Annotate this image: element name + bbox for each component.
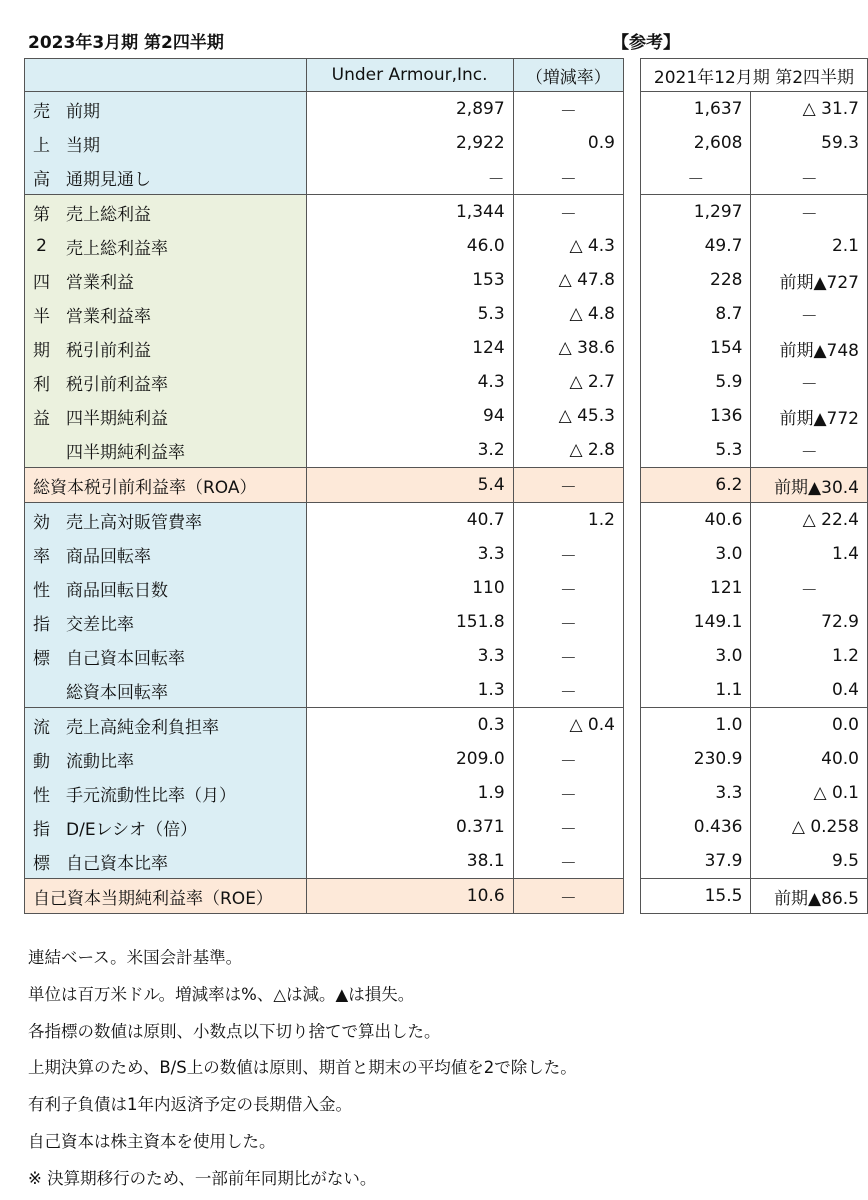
row-label: 税引前利益 bbox=[58, 331, 306, 365]
row-label: 自己資本当期純利益率（ROE） bbox=[25, 879, 307, 914]
table-row bbox=[25, 195, 868, 230]
ref-change: 前期▲727 bbox=[751, 263, 868, 297]
change-value: △ 38.6 bbox=[513, 331, 623, 365]
header-row bbox=[25, 59, 868, 92]
side-label: 第 bbox=[25, 195, 59, 230]
row-label: 商品回転日数 bbox=[58, 571, 306, 605]
note-line: ※ 決算期移行のため、一部前年同期比がない。 bbox=[28, 1168, 377, 1188]
ref-change: 前期▲748 bbox=[751, 331, 868, 365]
ref-value: 149.1 bbox=[640, 605, 750, 639]
side-label: 2 bbox=[25, 229, 59, 263]
ref-value: 1,297 bbox=[640, 195, 750, 230]
side-label: 指 bbox=[25, 605, 59, 639]
row-label: 当期 bbox=[58, 126, 306, 160]
change-value: △ 47.8 bbox=[513, 263, 623, 297]
ref-value: 3.3 bbox=[640, 776, 750, 810]
ref-change: － bbox=[751, 571, 868, 605]
note-line: 連結ベース。米国会計基準。 bbox=[28, 948, 243, 967]
company-value: 153 bbox=[306, 263, 513, 297]
company-value: 38.1 bbox=[306, 844, 513, 879]
ref-value: 230.9 bbox=[640, 742, 750, 776]
ref-value: 0.436 bbox=[640, 810, 750, 844]
table-row bbox=[25, 844, 868, 879]
side-label: 標 bbox=[25, 844, 59, 879]
ref-value: 3.0 bbox=[640, 639, 750, 673]
company-value: 10.6 bbox=[306, 879, 513, 914]
company-value: 151.8 bbox=[306, 605, 513, 639]
side-label: 性 bbox=[25, 571, 59, 605]
ref-value: 5.9 bbox=[640, 365, 750, 399]
ref-value: － bbox=[640, 160, 750, 195]
change-value: － bbox=[513, 639, 623, 673]
ref-change: － bbox=[751, 433, 868, 468]
table-row bbox=[25, 331, 868, 365]
side-label: 上 bbox=[25, 126, 59, 160]
ref-change: △ 0.258 bbox=[751, 810, 868, 844]
table-row bbox=[25, 126, 868, 160]
ref-change: △ 22.4 bbox=[751, 503, 868, 538]
ref-value: 121 bbox=[640, 571, 750, 605]
row-label: 前期 bbox=[58, 92, 306, 127]
table-row bbox=[25, 160, 868, 195]
ref-change: 前期▲772 bbox=[751, 399, 868, 433]
ref-value: 1.1 bbox=[640, 673, 750, 708]
company-value: 124 bbox=[306, 331, 513, 365]
ref-value: 49.7 bbox=[640, 229, 750, 263]
change-value: － bbox=[513, 810, 623, 844]
side-label: 率 bbox=[25, 537, 59, 571]
note-line: 単位は百万米ドル。増減率は%、△は減。▲は損失。 bbox=[28, 984, 415, 1004]
ref-value: 5.3 bbox=[640, 433, 750, 468]
ref-value: 154 bbox=[640, 331, 750, 365]
company-value: 1,344 bbox=[306, 195, 513, 230]
side-label: 四 bbox=[25, 263, 59, 297]
note-line: 有利子負債は1年内返済予定の長期借入金。 bbox=[28, 1095, 352, 1115]
table-row bbox=[25, 673, 868, 708]
row-label: 売上総利益 bbox=[58, 195, 306, 230]
company-value: 2,922 bbox=[306, 126, 513, 160]
change-value: 1.2 bbox=[513, 503, 623, 538]
ref-change: 2.1 bbox=[751, 229, 868, 263]
side-label: 標 bbox=[25, 639, 59, 673]
note-line: 上期決算のため、B/S上の数値は原則、期首と期末の平均値を2で除した。 bbox=[28, 1058, 577, 1078]
company-value: 4.3 bbox=[306, 365, 513, 399]
row-label: 税引前利益率 bbox=[58, 365, 306, 399]
ref-change: △ 0.1 bbox=[751, 776, 868, 810]
row-label: 流動比率 bbox=[58, 742, 306, 776]
ref-change: 1.2 bbox=[751, 639, 868, 673]
change-value: － bbox=[513, 605, 623, 639]
ref-value: 136 bbox=[640, 399, 750, 433]
row-label: 営業利益 bbox=[58, 263, 306, 297]
change-value: － bbox=[513, 92, 623, 127]
ref-value: 15.5 bbox=[640, 879, 750, 914]
table-row bbox=[25, 297, 868, 331]
ref-value: 8.7 bbox=[640, 297, 750, 331]
table-row bbox=[25, 468, 868, 503]
row-label: 売上高純金利負担率 bbox=[58, 708, 306, 743]
table-row bbox=[25, 399, 868, 433]
row-label: 手元流動性比率（月） bbox=[58, 776, 306, 810]
side-label: 利 bbox=[25, 365, 59, 399]
table-row bbox=[25, 263, 868, 297]
header-change: （増減率） bbox=[513, 59, 623, 92]
side-label: 効 bbox=[25, 503, 59, 538]
header-ref-period: 2021年12月期 第2四半期 bbox=[640, 59, 867, 92]
change-value: △ 45.3 bbox=[513, 399, 623, 433]
side-label: 高 bbox=[25, 160, 59, 195]
notes bbox=[28, 940, 577, 1198]
table-row bbox=[25, 503, 868, 538]
side-label: 売 bbox=[25, 92, 59, 127]
note-line: 自己資本は株主資本を使用した。 bbox=[28, 1131, 276, 1151]
ref-change: － bbox=[751, 365, 868, 399]
row-label: 商品回転率 bbox=[58, 537, 306, 571]
ref-value: 6.2 bbox=[640, 468, 750, 503]
row-label: 総資本税引前利益率（ROA） bbox=[25, 468, 307, 503]
company-value: 1.9 bbox=[306, 776, 513, 810]
ref-change: 72.9 bbox=[751, 605, 868, 639]
company-value: 3.2 bbox=[306, 433, 513, 468]
company-value: 0.371 bbox=[306, 810, 513, 844]
side-label bbox=[25, 433, 59, 468]
ref-value: 3.0 bbox=[640, 537, 750, 571]
side-label bbox=[25, 673, 59, 708]
ref-change: 0.0 bbox=[751, 708, 868, 743]
company-value: 5.4 bbox=[306, 468, 513, 503]
row-label: 交差比率 bbox=[58, 605, 306, 639]
change-value: － bbox=[513, 537, 623, 571]
company-value: － bbox=[306, 160, 513, 195]
change-value: － bbox=[513, 673, 623, 708]
change-value: － bbox=[513, 571, 623, 605]
change-value: － bbox=[513, 844, 623, 879]
header-blank bbox=[25, 59, 307, 92]
row-label: 通期見通し bbox=[58, 160, 306, 195]
ref-value: 1.0 bbox=[640, 708, 750, 743]
company-value: 40.7 bbox=[306, 503, 513, 538]
ref-change: 59.3 bbox=[751, 126, 868, 160]
table-row bbox=[25, 571, 868, 605]
table-row bbox=[25, 776, 868, 810]
table-row bbox=[25, 742, 868, 776]
row-label: 自己資本回転率 bbox=[58, 639, 306, 673]
ref-value: 228 bbox=[640, 263, 750, 297]
company-value: 2,897 bbox=[306, 92, 513, 127]
company-value: 0.3 bbox=[306, 708, 513, 743]
reference-title: 【参考】 bbox=[612, 33, 680, 53]
header-company: Under Armour,Inc. bbox=[306, 59, 513, 92]
company-value: 46.0 bbox=[306, 229, 513, 263]
change-value: △ 4.3 bbox=[513, 229, 623, 263]
ref-value: 37.9 bbox=[640, 844, 750, 879]
change-value: － bbox=[513, 160, 623, 195]
ref-change: － bbox=[751, 160, 868, 195]
company-value: 3.3 bbox=[306, 639, 513, 673]
company-value: 3.3 bbox=[306, 537, 513, 571]
table-row bbox=[25, 708, 868, 743]
ref-change: 前期▲30.4 bbox=[751, 468, 868, 503]
table-row bbox=[25, 639, 868, 673]
table-row bbox=[25, 879, 868, 914]
row-label: 自己資本比率 bbox=[58, 844, 306, 879]
change-value: － bbox=[513, 742, 623, 776]
row-label: 四半期純利益 bbox=[58, 399, 306, 433]
row-label: D/Eレシオ（倍） bbox=[58, 810, 306, 844]
row-label: 総資本回転率 bbox=[58, 673, 306, 708]
table-row bbox=[25, 537, 868, 571]
change-value: 0.9 bbox=[513, 126, 623, 160]
side-label: 益 bbox=[25, 399, 59, 433]
company-value: 209.0 bbox=[306, 742, 513, 776]
ref-value: 1,637 bbox=[640, 92, 750, 127]
change-value: － bbox=[513, 776, 623, 810]
company-value: 5.3 bbox=[306, 297, 513, 331]
change-value: △ 0.4 bbox=[513, 708, 623, 743]
ref-change: 0.4 bbox=[751, 673, 868, 708]
ref-change: △ 31.7 bbox=[751, 92, 868, 127]
change-value: － bbox=[513, 879, 623, 914]
ref-change: 9.5 bbox=[751, 844, 868, 879]
row-label: 売上総利益率 bbox=[58, 229, 306, 263]
side-label: 半 bbox=[25, 297, 59, 331]
ref-change: 40.0 bbox=[751, 742, 868, 776]
company-value: 1.3 bbox=[306, 673, 513, 708]
table-title: 2023年3月期 第2四半期 bbox=[28, 33, 224, 53]
table-row bbox=[25, 433, 868, 468]
side-label: 指 bbox=[25, 810, 59, 844]
financial-table bbox=[24, 58, 868, 914]
table-row bbox=[25, 810, 868, 844]
table-row bbox=[25, 92, 868, 127]
ref-change: 1.4 bbox=[751, 537, 868, 571]
side-label: 流 bbox=[25, 708, 59, 743]
company-value: 94 bbox=[306, 399, 513, 433]
row-label: 四半期純利益率 bbox=[58, 433, 306, 468]
ref-change: － bbox=[751, 195, 868, 230]
table-row bbox=[25, 365, 868, 399]
table-row bbox=[25, 229, 868, 263]
change-value: － bbox=[513, 468, 623, 503]
ref-value: 2,608 bbox=[640, 126, 750, 160]
change-value: △ 2.7 bbox=[513, 365, 623, 399]
ref-change: 前期▲86.5 bbox=[751, 879, 868, 914]
change-value: △ 4.8 bbox=[513, 297, 623, 331]
ref-change: － bbox=[751, 297, 868, 331]
note-line: 各指標の数値は原則、小数点以下切り捨てで算出した。 bbox=[28, 1021, 441, 1041]
row-label: 営業利益率 bbox=[58, 297, 306, 331]
change-value: － bbox=[513, 195, 623, 230]
row-label: 売上高対販管費率 bbox=[58, 503, 306, 538]
change-value: △ 2.8 bbox=[513, 433, 623, 468]
side-label: 期 bbox=[25, 331, 59, 365]
side-label: 性 bbox=[25, 776, 59, 810]
table-row bbox=[25, 605, 868, 639]
side-label: 動 bbox=[25, 742, 59, 776]
company-value: 110 bbox=[306, 571, 513, 605]
ref-value: 40.6 bbox=[640, 503, 750, 538]
